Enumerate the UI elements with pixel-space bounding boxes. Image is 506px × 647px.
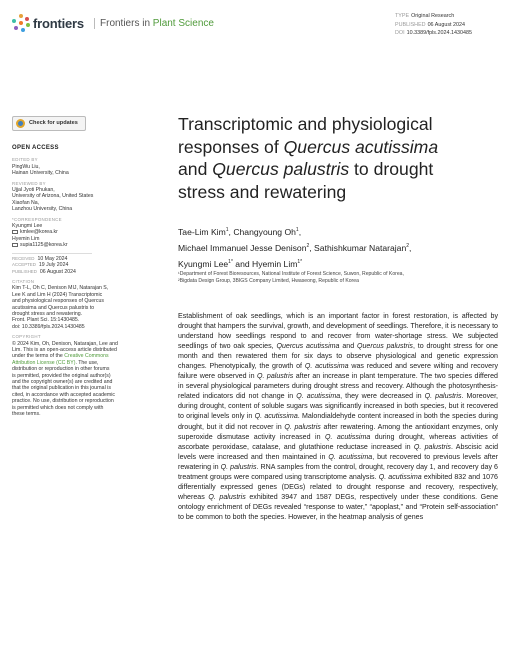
meta-published-label: PUBLISHED [395, 21, 426, 28]
copyright-line: and the copyright owner(s) are credited and [12, 379, 113, 385]
author-name[interactable]: , Changyoung Oh [228, 226, 296, 237]
species-name: Q. palustris [257, 372, 294, 381]
abstract-text: . Abscisic acid levels were increased and then maintained in [178, 442, 499, 461]
copyright-line: Lim. This is an open-access article distributed [12, 346, 117, 353]
frontiers-logo[interactable] [12, 14, 84, 32]
title-species: Quercus acutissima [283, 136, 439, 157]
citation-line: Front. Plant Sci. 15:1430485. [12, 317, 80, 324]
abstract [178, 311, 498, 522]
abstract-text: was reduced and severe wilting and recovery failure were observed in [178, 362, 499, 381]
species-name: Q. palustris [208, 492, 246, 501]
species-name: Q. acutissima [328, 452, 373, 461]
author-affiliation-mark: 1* [228, 258, 233, 265]
species-name: Q. palustris [284, 422, 321, 431]
citation-label: CITATION [12, 278, 35, 284]
email-link[interactable]: supia1125@korea.kr [20, 242, 68, 249]
abstract-text: Establishment of oak seedlings, which is an important factor in forest restoration, is affected by drought that hampers the survival, growth, and development of seedlings. Therefore, it is necessary to understand how seedlings respond to and recover from water-shortage stress. We subjected seedlings of two oak species, [178, 312, 498, 351]
copyright-line: © 2024 Kim, Oh, Denison, Natarajan, Lee and [12, 340, 118, 347]
abstract-text: and [339, 342, 357, 351]
copyright-line: under the terms of the [12, 353, 63, 360]
author-name[interactable]: , Sathishkumar Natarajan [309, 242, 407, 253]
email-icon [12, 243, 18, 247]
journal-title: Plant Science [152, 18, 214, 29]
accepted-date: 19 July 2024 [38, 262, 69, 269]
species-name: Q. palustris [424, 392, 462, 401]
species-name: Quercus acutissima [276, 342, 340, 351]
abstract-text: , they were decreased in [340, 392, 425, 401]
species-name: Q. acutissima [304, 362, 349, 371]
meta-doi-value[interactable]: 10.3389/fpls.2024.1430485 [406, 30, 472, 36]
species-name: Q. acutissima [378, 472, 422, 481]
species-name: Q. palustris [413, 442, 451, 451]
reviewer-name: Ujjal Jyoti Phukan, [12, 187, 55, 194]
reviewer-affiliation: Lanzhou University, China [12, 206, 73, 213]
email-icon [12, 230, 18, 234]
species-name: Q. acutissima [324, 432, 371, 441]
title-text: stress and rewatering [178, 181, 347, 202]
correspondence [12, 223, 157, 249]
license-link[interactable]: Creative Commons [64, 353, 109, 360]
published-label: PUBLISHED [12, 268, 37, 274]
abstract-text: during drought, whereas activities of ascorbate peroxidase, catalase, and glutathione reductase increased in [178, 432, 498, 451]
author-affiliation-mark: 1* [297, 258, 303, 265]
author-affiliation-mark: 1 [225, 227, 229, 233]
meta-doi-label: DOI [395, 30, 405, 36]
citation-line: Lee K and Lim H (2024) Transcriptomic [12, 291, 103, 298]
reviewer-affiliation: University of Arizona, United States [12, 193, 94, 200]
article-dates [12, 256, 157, 275]
logo-wordmark: frontiers [33, 15, 84, 31]
species-name: Q. acutissima [296, 392, 341, 401]
edited-by-label: EDITED BY [12, 157, 38, 163]
citation-line: and physiological responses of Quercus [12, 298, 104, 305]
author-affiliation-mark: 2 [306, 242, 310, 249]
copyright-line: cited, in accordance with accepted academic [12, 391, 115, 398]
citation-line: acutissima and Quercus palustris to [12, 304, 95, 311]
correspondence-label: *CORRESPONDENCE [12, 216, 62, 222]
frontiers-dots-icon [12, 14, 30, 32]
meta-type-label: TYPE [395, 13, 410, 19]
author-separator: , [409, 242, 412, 253]
email-link[interactable]: kmlee@korea.kr [20, 229, 58, 236]
article-title [178, 113, 498, 203]
journal-header [12, 12, 496, 46]
corresponding-author: Hyemin Lim [12, 235, 40, 242]
author-list [178, 223, 498, 271]
copyright-line: . The use, [75, 359, 99, 366]
abstract-text: , to drought stress for one month and then rewatered them for six days to observe physiological and genetic expression changes. Phenotypically, the growth of [178, 342, 498, 371]
affiliation-line: ¹Department of Forest Bioresources, National Institute of Forest Science, Suwon, Republic of Korea, [178, 271, 404, 277]
species-name: Quercus palustris [356, 342, 413, 351]
published-date: 06 August 2024 [39, 268, 76, 275]
affiliation-line: ²Bigdata Design Group, 3BIGS Company Limited, Hwaseong, Republic of Korea [178, 278, 359, 284]
license-link[interactable]: Attribution License (CC BY) [12, 359, 76, 366]
affiliations [178, 271, 498, 285]
title-text: responses of [178, 136, 284, 157]
check-for-updates-label: Check for updates [29, 120, 78, 127]
meta-type-value: Original Research [411, 13, 455, 19]
title-text: Transcriptomic and physiological [178, 114, 433, 134]
citation-line: Kim T-L, Oh C, Denison MIJ, Natarajan S, [12, 285, 109, 292]
open-access-label: OPEN ACCESS [12, 145, 59, 151]
copyright-line: these terms. [12, 411, 41, 418]
abstract-text: exhibited 3947 and 1587 DEGs, respectively under these conditions. Gene ontology enrichment of DEGs revealed “response to water,” “apoplast,” and “Protein self-association” to be common to both the species. However, in the heatmap analysis of genes [178, 492, 498, 521]
copyright [12, 341, 157, 418]
reviewed-by-label: REVIEWED BY [12, 180, 46, 186]
journal-prefix: Frontiers in [100, 18, 151, 29]
abstract-text: exhibited 832 and 1076 differentially expressed genes (DEGs) related to drought response and recovery, respectively, whereas [178, 472, 498, 501]
edited-by [12, 164, 157, 177]
author-affiliation-mark: 2 [406, 242, 410, 249]
reviewer-name: Xiaofan Na, [12, 199, 40, 206]
abstract-text: . Malondialdehyde content increased in both the species during drought, but it did not recover in [178, 412, 498, 431]
author-name[interactable]: and Hyemin Lim [232, 258, 298, 269]
article-meta [395, 12, 472, 38]
author-separator: , [298, 226, 302, 237]
article-sidebar [12, 116, 157, 421]
abstract-text: after an increase in plant temperature. The two species differed in several physiological parameters during drought stress and recovery. Although the photosynthesis-related indicators did not change in [178, 372, 498, 401]
citation-doi[interactable]: doi: 10.3389/fpls.2024.1430485 [12, 323, 85, 330]
corresponding-author: Kyungmi Lee [12, 223, 43, 230]
crossmark-icon [16, 119, 25, 128]
abstract-text: after rewatering. Among the antioxidant enzymes, only superoxide dismutase activity increased in [178, 422, 498, 441]
citation-line: drought stress and rewatering. [12, 310, 83, 317]
copyright-line: practice. No use, distribution or reproduction [12, 398, 114, 405]
journal-name[interactable] [94, 18, 214, 29]
author-name[interactable]: Tae-Lim Kim [178, 226, 226, 237]
abstract-text: . Moreover, during drought, content of soluble sugars was significantly increased in both species, but it recovered to original levels only in [178, 392, 498, 421]
citation [12, 285, 157, 330]
species-name: Q. palustris [220, 462, 257, 471]
editor-name: PingWu Liu, [12, 163, 40, 170]
author-name[interactable]: Michael Immanuel Jesse Denison [178, 242, 307, 253]
copyright-line: that the original publication in this journal is [12, 385, 111, 392]
received-date: 10 May 2024 [37, 255, 68, 262]
author-affiliation-mark: 1 [295, 227, 299, 233]
check-for-updates-button[interactable] [12, 116, 86, 131]
title-text: and [178, 159, 213, 179]
divider [12, 253, 92, 254]
species-name: Q. acutissima [254, 412, 298, 421]
reviewed-by [12, 187, 157, 213]
copyright-line: is permitted which does not comply with [12, 404, 104, 411]
received-label: RECEIVED [12, 255, 35, 261]
editor-affiliation: Hainan University, China [12, 170, 69, 177]
abstract-text: . RNA samples from the control, drought, recovery day 1, and recovery day 6 treatment groups were compared using transcriptome analysis. [178, 462, 498, 481]
title-species: Quercus palustris [212, 159, 350, 179]
accepted-label: ACCEPTED [12, 262, 36, 268]
abstract-text: , but recovered to previous levels after rewatering in [178, 452, 499, 471]
title-text: to drought [349, 159, 434, 179]
copyright-line: is permitted, provided the original author(s) [12, 372, 111, 379]
copyright-line: distribution or reproduction in other forums [12, 366, 110, 373]
author-name[interactable]: Kyungmi Lee [178, 258, 229, 269]
meta-published-value: 06 August 2024 [427, 21, 466, 28]
copyright-label: COPYRIGHT [12, 334, 41, 340]
